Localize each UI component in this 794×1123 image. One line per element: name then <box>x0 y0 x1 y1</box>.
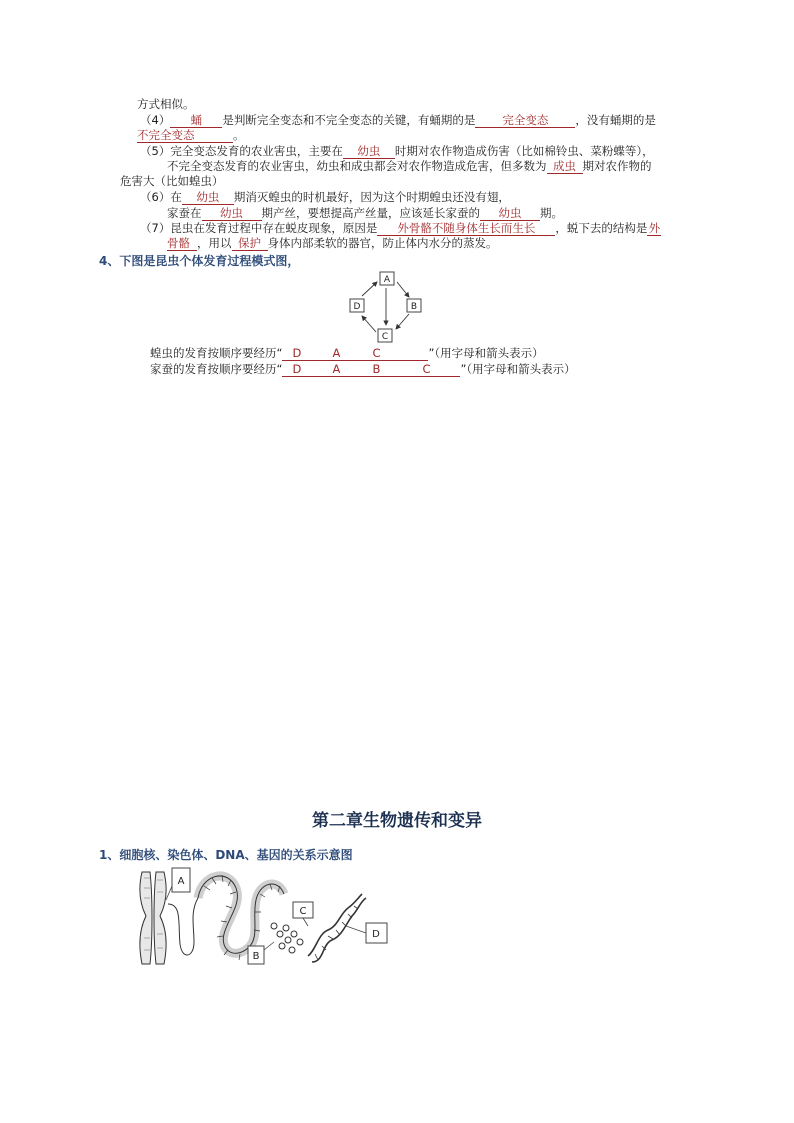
q3-item-7-line2 <box>167 236 498 251</box>
coiled-chromatin-icon <box>198 875 284 960</box>
arrow-d-a <box>362 282 377 296</box>
item-text: 时期对农作物造成伤害（比如棉铃虫、菜粉蝶等）， <box>394 144 654 158</box>
q3-item-5 <box>140 144 654 159</box>
answer-letter: A <box>332 346 341 360</box>
chromosome-icon <box>140 872 166 964</box>
answer-blank: 幼虫 <box>343 145 395 159</box>
answer-blank: 保护 <box>232 237 268 251</box>
q3-continuation: 方式相似。 <box>137 97 195 111</box>
locust-text: ”（用字母和箭头表示） <box>428 346 544 360</box>
answer-blank: 幼虫 <box>182 191 234 205</box>
locust-answer <box>282 347 428 361</box>
q4-silkworm-line <box>150 362 576 377</box>
item-text: 期。 <box>540 206 563 220</box>
answer-letter: C <box>372 346 381 360</box>
svg-text:B: B <box>252 951 260 962</box>
item-number: （5） <box>140 144 171 158</box>
answer-blank: 不完全变态 <box>137 129 233 143</box>
answer-blank: 外骨骼不随身体生长而生长 <box>377 222 555 236</box>
label-c <box>293 902 313 926</box>
q3-item-4 <box>140 113 656 128</box>
item-text: 昆虫在发育过程中存在蜕皮现象，原因是 <box>170 221 378 235</box>
svg-text:D: D <box>372 929 380 940</box>
q3-item-6-line2 <box>167 206 563 221</box>
q3-item-7 <box>140 221 661 236</box>
nucleosome-beads-icon <box>271 923 303 953</box>
answer-blank: 幼虫 <box>480 207 540 221</box>
node-d <box>350 299 364 312</box>
item-text: 完全变态发育的农业害虫，主要在 <box>170 144 343 158</box>
svg-text:B: B <box>410 302 418 312</box>
q4-heading: 4、下图是昆虫个体发育过程模式图， <box>99 254 300 268</box>
svg-text:A: A <box>177 876 185 887</box>
q4-locust-line <box>150 346 544 361</box>
label-a <box>166 868 190 900</box>
answer-blank: 幼虫 <box>202 207 262 221</box>
dna-helix-icon <box>308 894 366 962</box>
label-d <box>346 923 387 943</box>
silkworm-text: ”（用字母和箭头表示） <box>460 362 576 376</box>
insect-development-diagram <box>345 268 429 348</box>
q3-item-6 <box>140 190 510 205</box>
item-text: 是判断完全变态和不完全变态的关键，有蛹期的是 <box>222 113 476 127</box>
q3-item-5-line2 <box>167 159 652 174</box>
arrow-c-d <box>362 316 376 332</box>
arrow-a-b <box>397 282 409 297</box>
item-text: ，没有蛹期的是 <box>575 113 656 127</box>
answer-letter: B <box>372 362 381 376</box>
answer-blank: 骨骼 <box>167 237 197 251</box>
answer-blank: 蛹 <box>170 114 222 128</box>
node-b <box>407 299 421 312</box>
answer-blank: 完全变态 <box>475 114 575 128</box>
answer-letter: D <box>292 362 302 376</box>
item-text: 期消灭蝗虫的时机最好，因为这个时期蝗虫还没有翅， <box>233 190 510 204</box>
answer-blank: 成虫 <box>547 160 583 174</box>
item-text: 身体内部柔软的器官，防止体内水分的蒸发。 <box>267 236 498 250</box>
q3-item-5-line3: 危害大（比如蝗虫） <box>120 174 224 188</box>
item-text: 期产丝，要想提高产丝量，应该延长家蚕的 <box>261 206 480 220</box>
nucleus-chromosome-dna-gene-diagram <box>132 864 394 970</box>
item-number: （4） <box>140 113 171 127</box>
item-text: 在 <box>170 190 182 204</box>
item-text: ，蜕下去的结构是 <box>555 221 648 235</box>
answer-letter: C <box>422 362 431 376</box>
item-number: （6） <box>140 190 171 204</box>
answer-letter: D <box>292 346 302 360</box>
ch2-q1-heading: 1、细胞核、染色体、DNA、基因的关系示意图 <box>99 848 353 862</box>
item-text: 不完全变态发育的农业害虫，幼虫和成虫都会对农作物造成危害，但多数为 <box>167 159 547 173</box>
locust-text: 蝗虫的发育按顺序要经历“ <box>150 346 283 360</box>
item-text: 期对农作物的 <box>582 159 652 173</box>
answer-blank: 外 <box>648 221 661 235</box>
answer-letter: A <box>332 362 341 376</box>
silkworm-answer <box>282 363 460 377</box>
svg-text:C: C <box>381 332 389 342</box>
node-c <box>378 329 392 342</box>
silkworm-text: 家蚕的发育按顺序要经历“ <box>150 362 283 376</box>
item-text: 。 <box>233 128 245 142</box>
svg-text:C: C <box>299 906 307 917</box>
chapter-title: 第二章生物遗传和变异 <box>312 811 482 831</box>
svg-text:D: D <box>353 302 361 312</box>
item-number: （7） <box>140 221 171 235</box>
item-text: ，用以 <box>197 236 232 250</box>
svg-text:A: A <box>383 275 391 285</box>
node-a <box>380 272 394 285</box>
chromatin-strand-icon <box>168 898 198 955</box>
arrow-b-c <box>396 314 409 329</box>
item-text: 家蚕在 <box>167 206 202 220</box>
q3-item-4-line2 <box>137 128 245 143</box>
